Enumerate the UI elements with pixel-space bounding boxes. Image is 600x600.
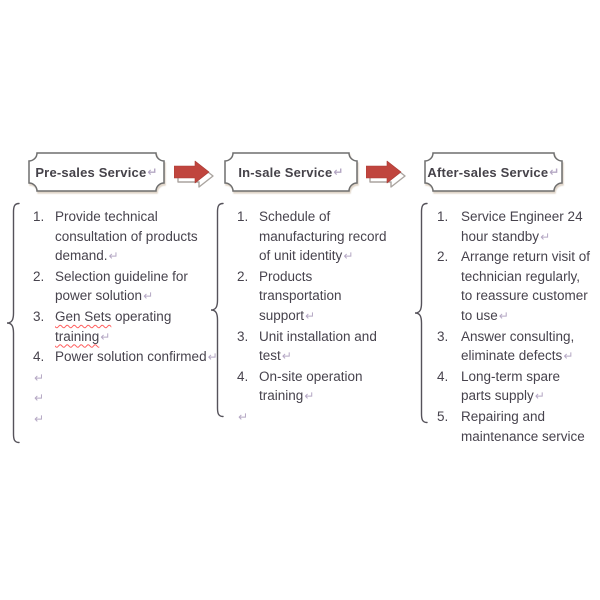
item-line: eliminate defects↵ (461, 348, 574, 364)
list-item (437, 207, 597, 247)
item-line: Power solution confirmed↵ (55, 349, 218, 365)
item-number: 2. (33, 268, 45, 284)
return-mark-icon: ↵ (108, 249, 119, 264)
item-line: hour standby↵ (461, 228, 551, 244)
item-line: On-site operation (259, 368, 363, 384)
stage-title-presales (28, 152, 165, 192)
return-mark-icon: ↵ (100, 329, 111, 344)
stage-box-aftersales (424, 152, 563, 192)
left-curly-brace-icon (413, 202, 431, 424)
item-number: 5. (437, 408, 449, 424)
item-number: 1. (437, 209, 449, 224)
item-line: technician regularly, (461, 268, 581, 284)
item-line: power solution↵ (55, 288, 154, 304)
return-mark-icon: ↵ (143, 289, 154, 304)
list-item (33, 347, 218, 368)
item-line: Answer consulting, (461, 328, 575, 344)
return-mark-icon: ↵ (147, 165, 158, 179)
item-line: maintenance service (461, 428, 585, 444)
list-item (237, 327, 405, 367)
return-mark-icon: ↵ (304, 389, 315, 404)
item-line: to use↵ (461, 307, 509, 323)
item-line: Provide technical (55, 209, 158, 224)
return-mark-icon: ↵ (305, 308, 316, 323)
block-arrow-right-icon (366, 156, 408, 192)
return-mark-icon: ↵ (34, 370, 45, 385)
item-line: Repairing and (461, 408, 546, 424)
empty-paragraph-line (33, 409, 211, 430)
stage-title-text: Pre-sales Service (35, 164, 147, 180)
item-line: Products (259, 268, 313, 284)
item-line: parts supply↵ (461, 388, 545, 404)
item-number: 4. (33, 349, 45, 365)
item-line: Arrange return visit of (461, 249, 591, 265)
item-number: 2. (237, 268, 249, 284)
item-number: 2. (437, 249, 449, 265)
stage-title-insale (224, 152, 358, 192)
list-item (237, 207, 405, 267)
return-mark-icon: ↵ (343, 249, 354, 264)
list-item (437, 327, 597, 367)
left-curly-brace-icon (5, 202, 23, 444)
spellcheck-underlined-text: training (55, 328, 100, 344)
list-item (237, 267, 405, 327)
item-line: Schedule of (259, 209, 331, 224)
item-number: 4. (437, 368, 449, 384)
pre-sales-service-list (33, 207, 218, 430)
item-line: demand.↵ (55, 248, 119, 264)
after-sales-service-list (437, 207, 597, 446)
item-number: 3. (33, 308, 45, 324)
list-item (237, 367, 405, 407)
item-line (55, 327, 211, 348)
item-number: 1. (237, 209, 249, 224)
item-number: 4. (237, 368, 249, 384)
list-item (437, 367, 597, 407)
return-mark-icon: ↵ (281, 349, 292, 364)
item-line: support↵ (259, 307, 316, 323)
item-line: Unit installation and (259, 328, 377, 344)
stage-title-text: After-sales Service (427, 164, 549, 180)
empty-paragraph-line (33, 368, 211, 389)
return-mark-icon: ↵ (563, 349, 574, 364)
item-number: 3. (237, 328, 249, 344)
return-mark-icon: ↵ (534, 389, 545, 404)
list-item (33, 307, 211, 347)
stage-box-insale (224, 152, 358, 192)
list-item (437, 407, 597, 446)
item-line: transportation (259, 288, 342, 304)
item-line: test↵ (259, 348, 292, 364)
item-line: to reassure customer (461, 288, 588, 304)
item-line: Selection guideline for (55, 268, 188, 284)
return-mark-icon: ↵ (549, 165, 560, 179)
item-number: 1. (33, 209, 45, 224)
item-number: 3. (437, 328, 449, 344)
empty-paragraph-line (33, 388, 211, 409)
in-sale-service-list (237, 207, 405, 428)
return-mark-icon: ↵ (238, 409, 249, 424)
left-curly-brace-icon (209, 202, 227, 418)
spellcheck-underlined-text: Gen Sets (55, 308, 112, 324)
block-arrow-right-icon (174, 156, 216, 192)
list-item (33, 267, 211, 307)
stage-title-aftersales (424, 152, 563, 192)
item-line: consultation of products (55, 228, 198, 244)
return-mark-icon: ↵ (34, 391, 45, 406)
list-item (33, 207, 211, 267)
item-line: manufacturing record (259, 228, 387, 244)
stage-title-text: In-sale Service (238, 164, 333, 180)
stage-box-presales (28, 152, 165, 192)
item-line: Gen Sets operating (55, 308, 172, 324)
item-line: training↵ (259, 388, 315, 404)
return-mark-icon: ↵ (207, 350, 218, 365)
return-mark-icon: ↵ (34, 411, 45, 426)
item-line: Long-term spare (461, 368, 561, 384)
item-line: Service Engineer 24 (461, 209, 583, 224)
return-mark-icon: ↵ (498, 308, 509, 323)
list-item (437, 247, 597, 326)
return-mark-icon: ↵ (333, 165, 344, 179)
return-mark-icon: ↵ (540, 229, 551, 244)
item-line: of unit identity↵ (259, 248, 354, 264)
empty-paragraph-line (237, 407, 405, 428)
